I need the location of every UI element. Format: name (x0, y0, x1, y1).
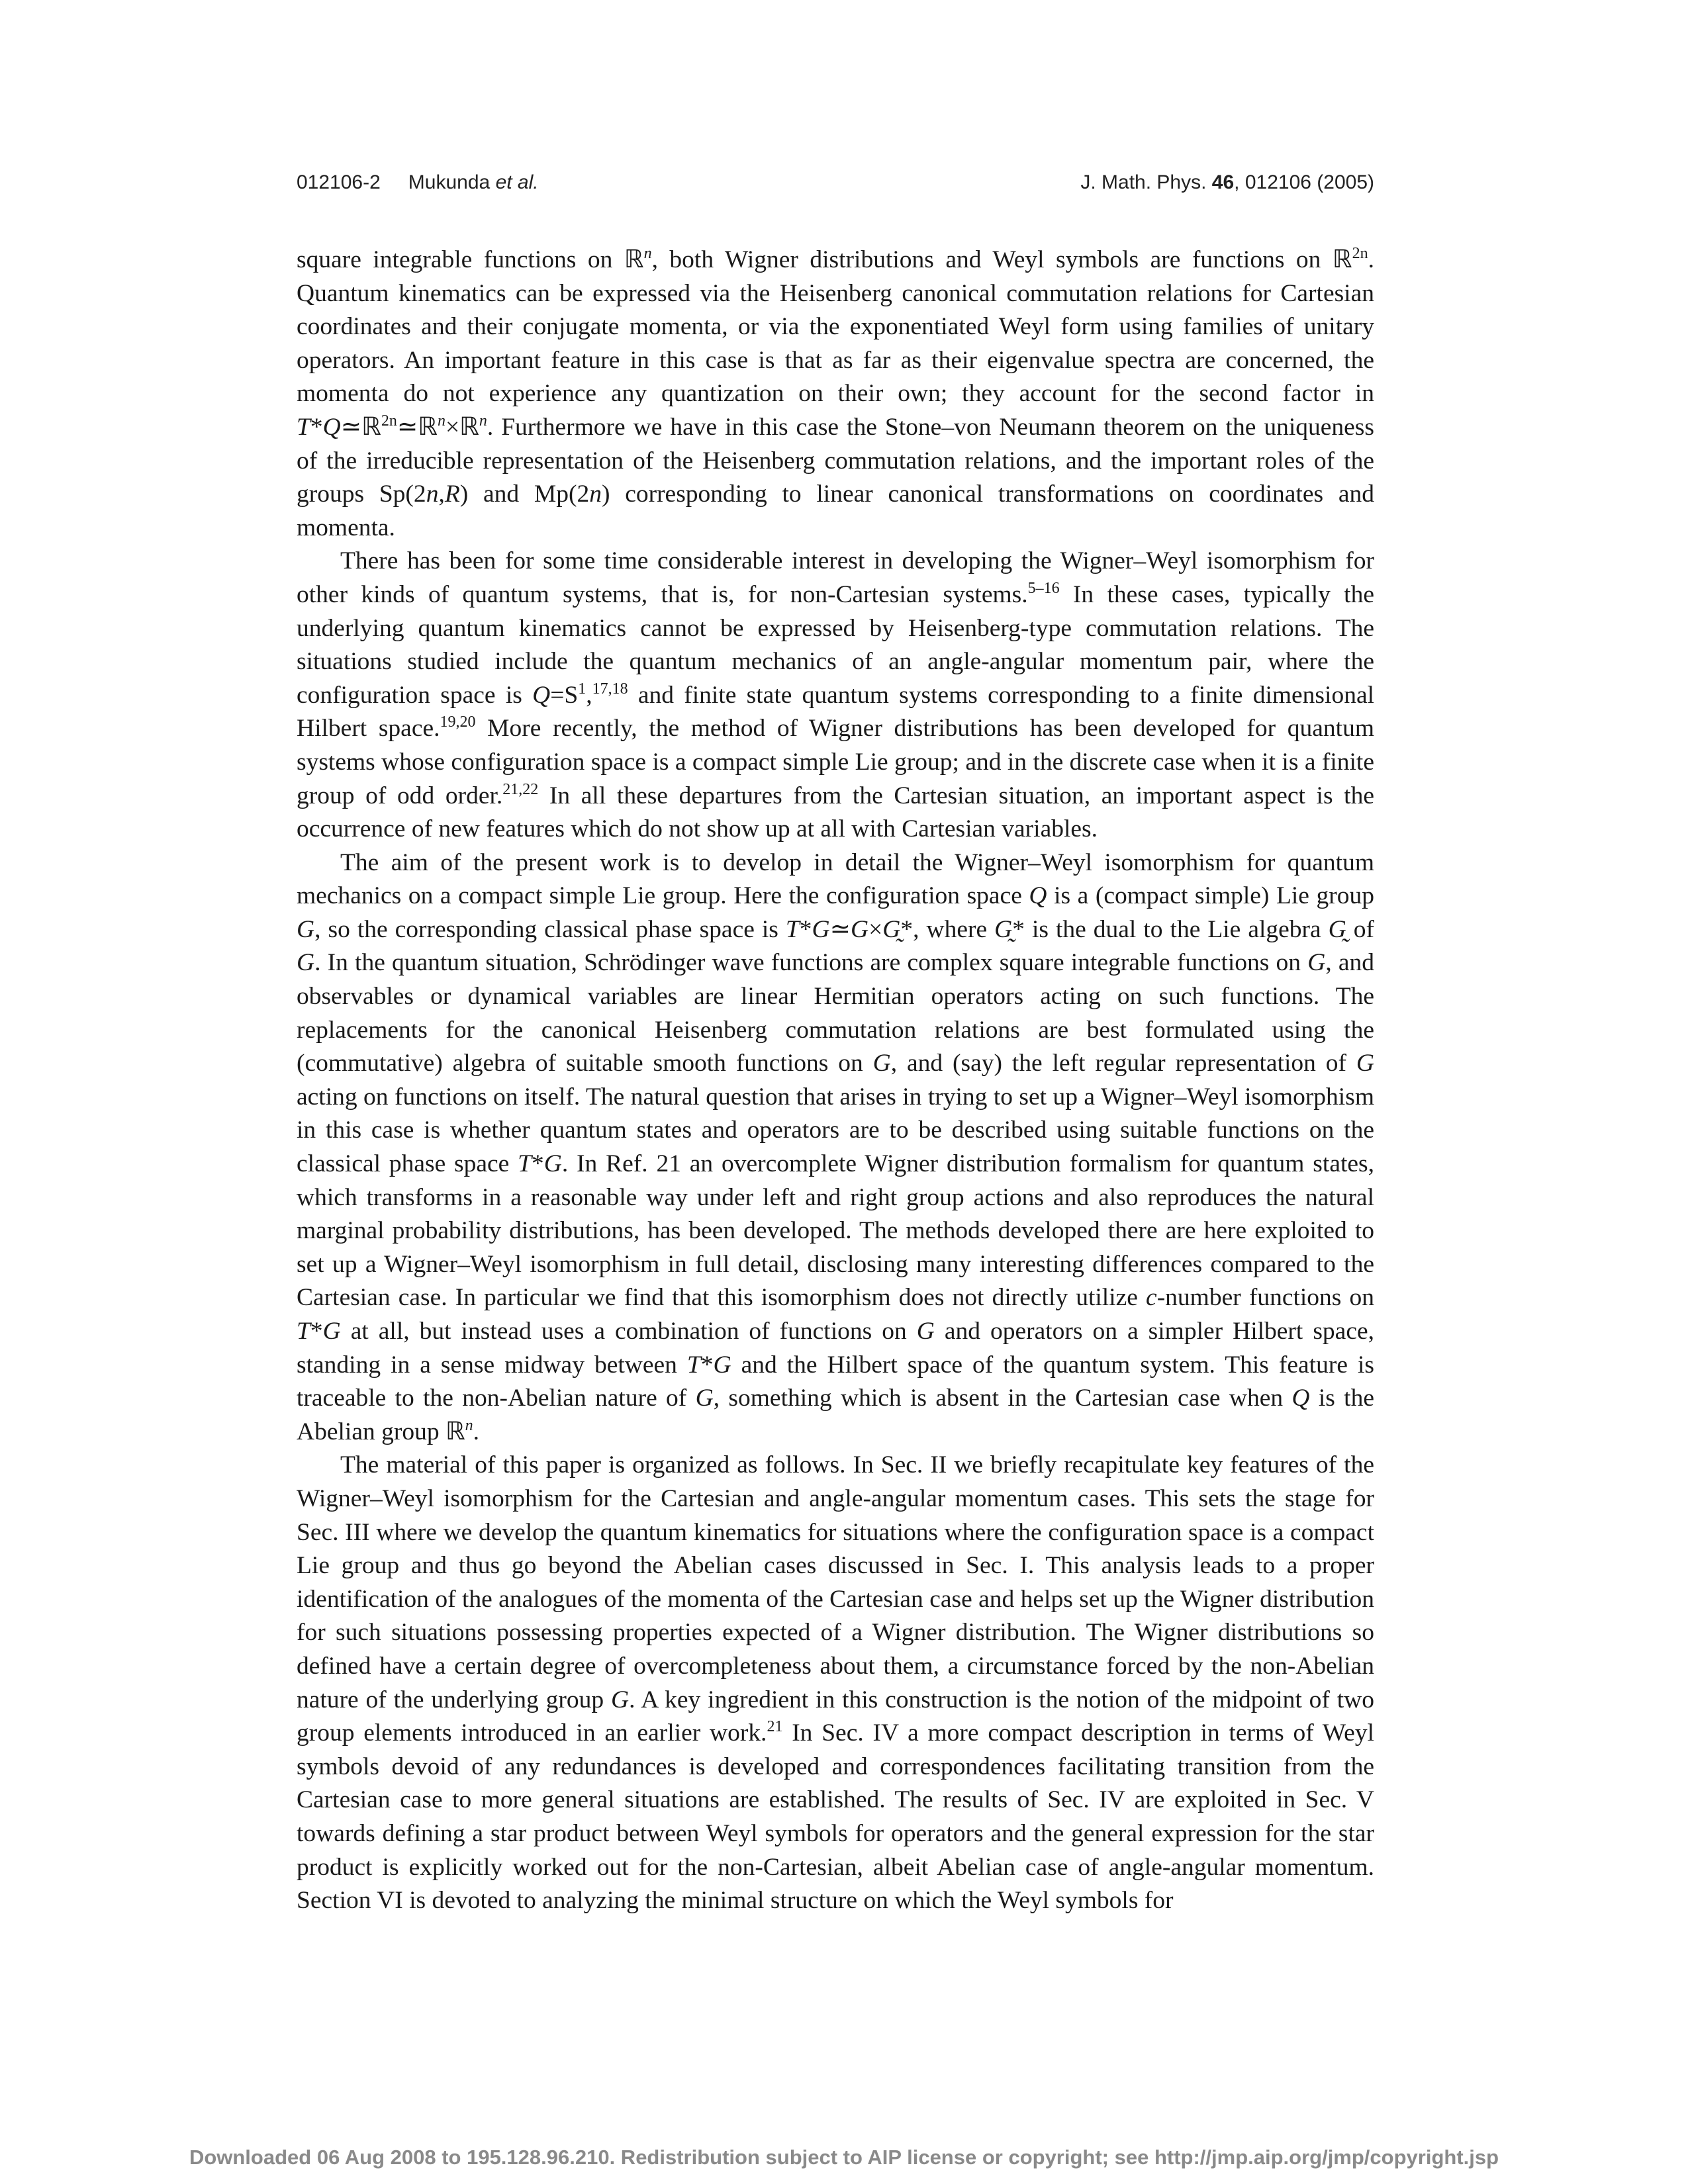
article-body (297, 244, 1374, 1918)
journal-volume: 46 (1211, 171, 1235, 193)
math-symbol: G (297, 949, 315, 977)
text-run: square integrable functions on ℝ (297, 246, 644, 273)
text-run: The aim of the present work is to develop in detail the Wigner–Weyl isomorphism for quantum mechanics on a compact simple Lie group. Here the configuration space (297, 848, 1374, 910)
math-symbol: T (297, 1318, 310, 1345)
math-symbol: G (713, 1351, 731, 1379)
math-symbol: G (916, 1318, 935, 1345)
paragraph-4 (297, 1449, 1374, 1917)
text-run: . In the quantum situation, Schrödinger wave functions are complex square integrable functions on (314, 949, 1308, 977)
superscript: 2n (1352, 245, 1368, 262)
superscript: n (643, 245, 652, 262)
text-run: . A key ingredient in this construction is the notion of the midpoint of two group elements introduced in an earlier work. (297, 1686, 1374, 1747)
text-run: at all, but instead uses a combination of functions on (340, 1318, 917, 1345)
text-run: More recently, the method of Wigner distributions has been developed for quantum systems whose configuration space is a compact simple Lie group; and in the discrete case when it is a finite group of odd order. (297, 715, 1375, 809)
math-symbol: R (444, 480, 460, 508)
superscript: 21,22 (502, 780, 539, 798)
text-run: , and (say) the left regular representation of (890, 1050, 1356, 1077)
journal-suffix: , 012106 (2005) (1234, 171, 1374, 193)
superscript: 2n (381, 412, 397, 430)
author-name: Mukunda (408, 171, 491, 193)
text-run: ) and Mp(2 (459, 480, 590, 508)
text-run: ) corresponding to linear canonical transformations on coordinates and momenta. (297, 480, 1375, 541)
text-run: -number functions on (1156, 1284, 1374, 1312)
text-run: . Quantum kinematics can be expressed via the Heisenberg canonical commutation relations for Cartesian coordinates and their conjugate momenta, or via the exponentiated Weyl form using families of unitary operators. An important feature in this case is that as far as their eigenvalue spectra are concerned, the momenta do not experience any quantization on their own; they account for the second factor in (297, 246, 1374, 408)
math-symbol: G̰ (994, 915, 1013, 943)
math-symbol: n (589, 480, 602, 508)
math-symbol: G (1307, 949, 1326, 977)
math-symbol: G (851, 915, 869, 943)
math-symbol: G (322, 1318, 341, 1345)
text-run: In all these departures from the Cartesian situation, an important aspect is the occurrence of new features which do not show up at all with Cartesian variables. (297, 782, 1374, 843)
text-run: *, where (900, 915, 995, 943)
math-symbol: G (1356, 1050, 1374, 1077)
paragraph-1 (297, 244, 1374, 545)
paragraph-2 (297, 545, 1374, 846)
math-symbol: T (297, 413, 310, 441)
text-run: * (532, 1150, 544, 1178)
text-run: =S (550, 681, 579, 709)
math-symbol: Q (322, 413, 341, 441)
text-run: ≃ℝ (397, 413, 438, 441)
text-run: * (310, 413, 323, 441)
journal-prefix: J. Math. Phys. (1080, 171, 1207, 193)
text-run: , something which is absent in the Cartesian case when (713, 1385, 1292, 1412)
superscript: 21 (767, 1718, 783, 1736)
download-footer: Downloaded 06 Aug 2008 to 195.128.96.210. Redistribution subject to AIP license or copyright; see http://jmp.aip.org/jmp/copyright.jsp (189, 2146, 1499, 2169)
header-left (297, 169, 539, 196)
text-run: and finite state quantum systems corresponding to a finite dimensional Hilbert space. (297, 681, 1375, 743)
math-symbol: G (812, 915, 830, 943)
text-run: is a (compact simple) Lie group (1047, 882, 1374, 910)
math-symbol: T (686, 1351, 701, 1379)
text-run: There has been for some time considerable interest in developing the Wigner–Weyl isomorphism for other kinds of quantum systems, that is, for non-Cartesian systems. (297, 547, 1374, 608)
text-run: ≃ (829, 915, 851, 943)
text-run: is the Abelian group ℝ (297, 1385, 1374, 1445)
superscript: 5–16 (1027, 579, 1060, 597)
text-run: The material of this paper is organized as follows. In Sec. II we briefly recapitulate key features of the Wigner–Weyl isomorphism for the Cartesian and angle-angular momentum cases. This sets the stage for Sec. III where we develop the quantum kinematics for situations where the configuration space is a compact Lie group and thus go beyond the Abelian cases discussed in Sec. I. This analysis leads to a proper identification of the analogues of the momenta of the Cartesian case and helps set up the Wigner distribution for such situations possessing properties expected of a Wigner distribution. The Wigner distributions so defined have a certain degree of overcompleteness about them, a circumstance forced by the non-Abelian nature of the underlying group (297, 1451, 1374, 1713)
math-symbol: T (785, 915, 800, 943)
text-run: In Sec. IV a more compact description in terms of Weyl symbols devoid of any redundances is developed and correspondences facilitating transition from the Cartesian case to more general situations are established. The results of Sec. IV are exploited in Sec. V towards defining a star product between Weyl symbols for operators and the general expression for the star product is explicitly worked out for the non-Cartesian, albeit Abelian case of angle-angular momentum. Section VI is devoted to analyzing the minimal structure on which the Weyl symbols for (297, 1719, 1374, 1915)
text-run: . (473, 1418, 480, 1445)
superscript: n (437, 412, 445, 430)
text-run: . Furthermore we have in this case the Stone–von Neumann theorem on the uniqueness of the irreducible representation of the Heisenberg commutation relations, and the important roles of the groups Sp(2 (297, 413, 1374, 508)
page-id: 012106-2 (297, 171, 381, 193)
math-symbol: Q (1029, 882, 1047, 910)
text-run: and operators on a simpler Hilbert space, standing in a sense midway between (297, 1318, 1374, 1379)
superscript: n (479, 412, 487, 430)
text-run: ×ℝ (445, 413, 479, 441)
text-run: . In Ref. 21 an overcomplete Wigner distribution formalism for quantum states, which transforms in a reasonable way under left and right group actions and also reproduces the natural marginal probability distributions, has been developed. The methods developed there are here exploited to set up a Wigner–Weyl isomorphism in full detail, disclosing many interesting differences compared to the Cartesian case. In particular we find that this isomorphism does not directly utilize (297, 1150, 1374, 1312)
math-symbol: G (872, 1050, 891, 1077)
superscript: n (465, 1416, 473, 1434)
text-run: , and observables or dynamical variables are linear Hermitian operators acting on such functions. The replacements for the canonical Heisenberg commutation relations are best formulated using the (commutative) algebra of suitable smooth functions on (297, 949, 1374, 1077)
page-header (297, 169, 1374, 196)
superscript: 17,18 (592, 680, 628, 698)
text-run: of (1346, 915, 1375, 943)
math-symbol: G (695, 1385, 714, 1412)
superscript: 19,20 (440, 713, 476, 731)
math-symbol: G̰ (882, 915, 901, 943)
journal-citation (1080, 169, 1374, 196)
superscript: 1 (578, 680, 586, 698)
text-run: * is the dual to the Lie algebra (1012, 915, 1329, 943)
text-run: acting on functions on itself. The natural question that arises in trying to set up a Wigner–Weyl isomorphism in this case is whether quantum states and operators are to be described using suitable functions on the classical phase space (297, 1083, 1374, 1178)
text-run: × (868, 915, 883, 943)
math-symbol: Q (532, 681, 551, 709)
math-symbol: G (543, 1150, 562, 1178)
text-run: , so the corresponding classical phase space is (314, 915, 786, 943)
text-run: , (586, 681, 592, 709)
text-run: * (700, 1351, 714, 1379)
math-symbol: Q (1291, 1385, 1310, 1412)
text-run: * (799, 915, 812, 943)
text-run: and the Hilbert space of the quantum system. This feature is traceable to the non-Abelian nature of (297, 1351, 1374, 1412)
math-symbol: G (297, 915, 315, 943)
text-run: , (438, 480, 445, 508)
text-run: * (310, 1318, 323, 1345)
text-run: In these cases, typically the underlying quantum kinematics cannot be expressed by Heisenberg-type commutation relations. The situations studied include the quantum mechanics of an angle-angular momentum pair, where the configuration space is (297, 580, 1374, 709)
paragraph-3 (297, 846, 1374, 1449)
math-symbol: c (1146, 1284, 1157, 1312)
text-run: ≃ℝ (340, 413, 381, 441)
math-symbol: n (426, 480, 439, 508)
math-symbol: G (611, 1686, 630, 1713)
math-symbol: G̰ (1328, 915, 1346, 943)
math-symbol: T (518, 1150, 532, 1178)
et-al: et al. (495, 171, 539, 193)
text-run: , both Wigner distributions and Weyl symbols are functions on ℝ (651, 246, 1352, 273)
